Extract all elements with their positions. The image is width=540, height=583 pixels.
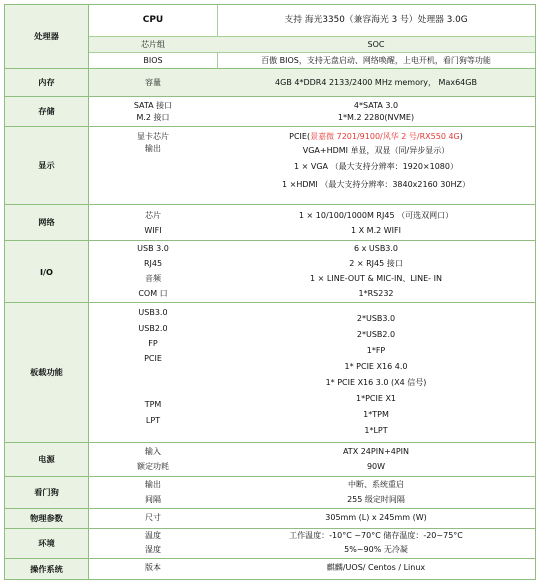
spec-row-os xyxy=(5,559,535,579)
spec-label: 尺寸 xyxy=(145,513,161,522)
spec-value: 中断、系统重启 xyxy=(348,480,404,489)
spec-value: 2*USB2.0 xyxy=(356,330,396,339)
spec-value: SOC xyxy=(367,40,385,49)
spec-value: 2 × RJ45 接口 xyxy=(349,259,403,268)
spec-value: 麒麟/UOS/ Centos / Linux xyxy=(326,563,426,572)
category-label: 看门狗 xyxy=(5,477,89,508)
spec-label: 显卡芯片 xyxy=(137,132,169,141)
spec-value: 2*USB3.0 xyxy=(356,314,396,323)
spec-value: 1* PCIE X16 3.0 (X4 信号) xyxy=(325,378,427,387)
spec-table xyxy=(4,4,536,580)
spec-value: 1 × VGA （最大支持分辨率：1920×1080） xyxy=(294,162,458,171)
spec-row-display xyxy=(5,127,535,205)
spec-label: M.2 接口 xyxy=(136,113,170,122)
spec-label: USB2.0 xyxy=(138,324,168,333)
spec-label: USB3.0 xyxy=(138,308,168,317)
spec-value: 1*LPT xyxy=(364,426,388,435)
spec-value: VGA+HDMI 单显，双显（同/异步显示） xyxy=(302,146,450,155)
spec-row-physical xyxy=(5,509,535,529)
spec-label: PCIE xyxy=(144,354,162,363)
spec-value: 305mm (L) x 245mm (W) xyxy=(325,513,427,522)
category-label: 操作系统 xyxy=(5,559,89,579)
spec-label: FP xyxy=(148,339,158,348)
category-label: 环境 xyxy=(5,529,89,558)
spec-value: 1*M.2 2280(NVME) xyxy=(337,113,415,122)
spec-value: 1 × 10/100/1000M RJ45 （可选双网口） xyxy=(298,211,454,220)
spec-label: WIFI xyxy=(144,226,162,235)
category-label: 内存 xyxy=(5,69,89,96)
spec-value: 百傲 BIOS，支持无盘启动、网络唤醒，上电开机，看门狗等功能 xyxy=(261,56,491,65)
spec-label: SATA 接口 xyxy=(133,101,173,110)
spec-value xyxy=(217,131,535,143)
category-label: 板载功能 xyxy=(5,303,89,442)
spec-value: 1* PCIE X16 4.0 xyxy=(344,362,408,371)
category-label: 物理参数 xyxy=(5,509,89,528)
category-label: 网络 xyxy=(5,205,89,240)
spec-value: 1*FP xyxy=(366,346,386,355)
spec-label: RJ45 xyxy=(143,259,163,268)
spec-value: 1 X M.2 WIFI xyxy=(351,226,401,235)
spec-label: 输出 xyxy=(145,144,161,153)
spec-label: BIOS xyxy=(143,56,163,65)
spec-label: COM 口 xyxy=(138,289,168,298)
spec-label: 湿度 xyxy=(145,545,161,554)
spec-value: 1*RS232 xyxy=(358,289,394,298)
spec-value: 6 x USB3.0 xyxy=(353,244,399,253)
spec-value: 4*SATA 3.0 xyxy=(353,101,399,110)
spec-label: TPM xyxy=(144,400,162,409)
spec-label: LPT xyxy=(145,416,161,425)
category-label: I/O xyxy=(5,241,89,302)
spec-label: 版本 xyxy=(145,563,161,572)
spec-label: USB 3.0 xyxy=(137,244,169,253)
spec-label: 额定功耗 xyxy=(137,462,169,471)
category-label: 处理器 xyxy=(5,5,89,68)
spec-row-processor xyxy=(5,5,535,69)
row-divider xyxy=(89,52,535,53)
spec-label: 容量 xyxy=(145,78,161,87)
spec-row-onboard xyxy=(5,303,535,443)
spec-value: 5%~90% 无冷凝 xyxy=(344,545,408,554)
category-label: 存储 xyxy=(5,97,89,126)
spec-value: 4GB 4*DDR4 2133/2400 MHz memory， Max64GB xyxy=(275,78,477,87)
spec-label: 输入 xyxy=(145,447,161,456)
spec-value: 1*TPM xyxy=(363,410,389,419)
spec-value: 90W xyxy=(366,462,386,471)
spec-label: 芯片组 xyxy=(141,40,165,49)
spec-label: 音频 xyxy=(145,274,161,283)
spec-row-network xyxy=(5,205,535,241)
spec-row-io xyxy=(5,241,535,303)
spec-label: 输出 xyxy=(145,480,161,489)
spec-label: 温度 xyxy=(145,531,161,540)
spec-value: 1 ×HDMI （最大支持分辨率：3840x2160 30HZ） xyxy=(282,180,470,189)
highlighted-gpu-list: 景嘉微 7201/9100/风华 2 号/RX550 4G xyxy=(310,132,460,141)
spec-value: 工作温度：-10°C ~70°C 储存温度：-20~75°C xyxy=(289,531,463,540)
category-label: 显示 xyxy=(5,127,89,204)
spec-row-environment xyxy=(5,529,535,559)
spec-value: ATX 24PIN+4PIN xyxy=(342,447,410,456)
spec-row-watchdog xyxy=(5,477,535,509)
spec-label: 芯片 xyxy=(145,211,161,220)
spec-row-storage xyxy=(5,97,535,127)
spec-value-part: PCIE( xyxy=(289,132,311,141)
spec-row-power xyxy=(5,443,535,477)
spec-value: 255 级定时间隔 xyxy=(347,495,405,504)
spec-value: 1*PCIE X1 xyxy=(355,394,397,403)
row-divider xyxy=(89,36,535,37)
spec-value: 1 × LINE-OUT & MIC-IN、LINE- IN xyxy=(310,274,442,283)
spec-label: CPU xyxy=(142,15,164,25)
spec-row-memory xyxy=(5,69,535,97)
spec-label: 间隔 xyxy=(145,495,161,504)
spec-value: 支持 海光3350（兼容海光 3 号）处理器 3.0G xyxy=(284,15,468,25)
category-label: 电源 xyxy=(5,443,89,476)
spec-value-part: ) xyxy=(459,132,463,141)
